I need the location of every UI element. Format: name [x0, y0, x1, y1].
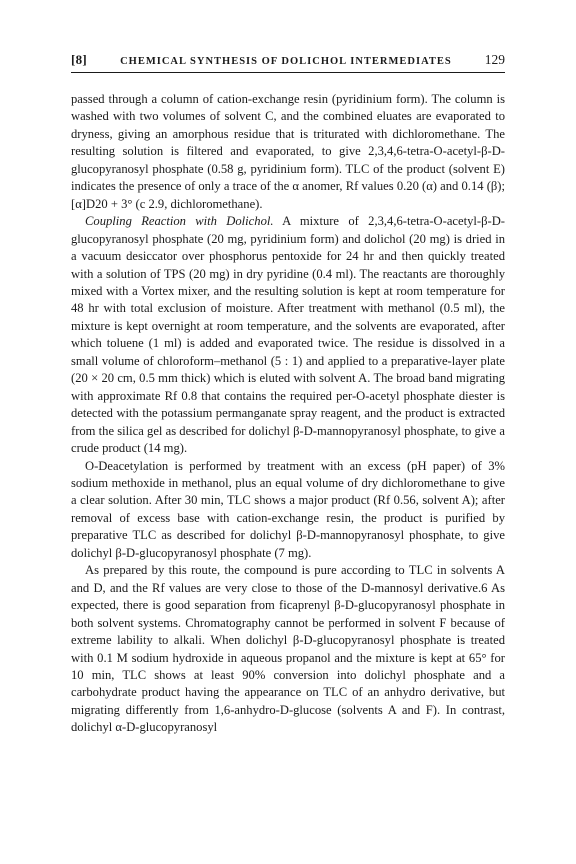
run-in-heading: Coupling Reaction with Dolichol.	[85, 214, 274, 229]
running-header	[71, 52, 505, 73]
paragraph-coupling-reaction	[71, 213, 505, 457]
body-text	[71, 91, 505, 737]
section-number: [8]	[71, 52, 88, 67]
running-title: CHEMICAL SYNTHESIS OF DOLICHOL INTERMEDIATES	[120, 56, 452, 67]
page	[71, 52, 505, 737]
paragraph-deacetylation: O-Deacetylation is performed by treatment with an excess (pH paper) of 3% sodium methoxide in methanol, plus an equal volume of dry dichloromethane to give a clear solution. After 30 min, TLC shows a major product (Rf 0.56, solvent A); after removal of excess base with cation-exchange resin, the product is purified by preparative TLC as described for dolichyl β-D-mannopyranosyl phosphate, to give dolichyl β-D-glucopyranosyl phosphate (7 mg).	[71, 458, 505, 560]
paragraph-continuation: passed through a column of cation-exchange resin (pyridinium form). The column is washed with two volumes of solvent C, and the combined eluates are evaporated to dryness, giving an amorphous residue that is triturated with dichloromethane. The resulting solution is filtered and evaporated, to give 2,3,4,6-tetra-O-acetyl-β-D-glucopyranosyl phosphate (0.58 g, pyridinium form). TLC of the product (solvent E) indicates the presence of only a trace of the α anomer, Rf values 0.20 (α) and 0.14 (β); [α]D20 + 3° (c 2.9, dichloromethane).	[71, 92, 505, 211]
page-number: 129	[484, 52, 505, 67]
paragraph-properties: As prepared by this route, the compound is pure according to TLC in solvents A and D, and the Rf values are very close to those of the D-mannosyl derivative.6 As expected, there is good separation from ficaprenyl β-D-glucopyranosyl phosphate in both solvent systems. Chromatography cannot be performed in solvent F because of extreme lability to alkali. When dolichyl β-D-glucopyranosyl phosphate is treated with 0.1 M sodium hydroxide in aqueous propanol and the mixture is kept at 65° for 10 min, TLC shows at least 90% conversion into dolichyl phosphate and a carbohydrate product having the appearance on TLC of an anhydro derivative, but migrating differently from 1,6-anhydro-D-glucose (solvents A and F). In contrast, dolichyl α-D-glucopyranosyl	[71, 563, 505, 735]
paragraph-text: A mixture of 2,3,4,6-tetra-O-acetyl-β-D-glucopyranosyl phosphate (20 mg, pyridinium form) and dolichol (20 mg) is dried in a vacuum desiccator over phosphorus pentoxide for 24 hr and then quickly treated with a solution of TPS (20 mg) in dry pyridine (0.4 ml). The reactants are thoroughly mixed with a Vortex mixer, and the resulting solution is kept at room temperature for 48 hr with total exclusion of moisture. After treatment with methanol (0.5 ml), the mixture is kept overnight at room temperature, and the solvents are evaporated, after which toluene (1 ml) is added and evaporated twice. The residue is dissolved in a small volume of chloroform–methanol (5 : 1) and applied to a preparative-layer plate (20 × 20 cm, 0.5 mm thick) which is eluted with solvent A. The broad band migrating with approximate Rf 0.8 that contains the required per-O-acetyl phosphate diester is detected with the potassium permanganate spray reagent, and the product is extracted from the silica gel as described for dolichyl β-D-mannopyranosyl phosphate, to give a crude product (14 mg).	[71, 214, 505, 456]
